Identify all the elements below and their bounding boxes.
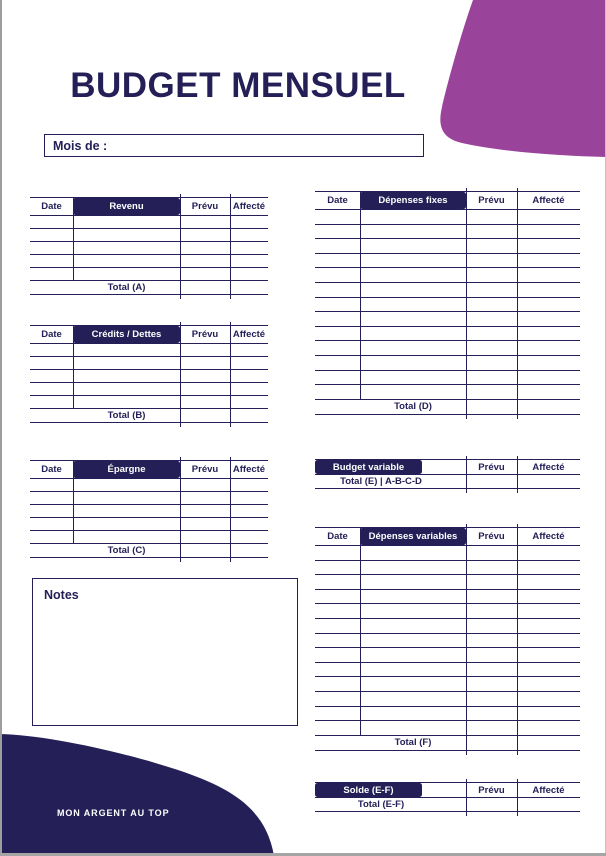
column-divider bbox=[466, 188, 467, 419]
table-row[interactable] bbox=[315, 225, 580, 240]
table-row[interactable] bbox=[315, 268, 580, 283]
table-row[interactable] bbox=[30, 505, 268, 518]
depenses-fixes-table-rows bbox=[315, 210, 580, 400]
revenu-table-header bbox=[30, 198, 268, 216]
brand-text: MON ARGENT AU TOP bbox=[57, 808, 170, 818]
column-divider bbox=[466, 779, 467, 816]
table-row[interactable] bbox=[315, 619, 580, 634]
table-row[interactable] bbox=[315, 707, 580, 722]
column-divider bbox=[360, 528, 361, 736]
table-row[interactable] bbox=[315, 604, 580, 619]
table-row[interactable] bbox=[315, 575, 580, 590]
depenses-fixes-total-row bbox=[315, 400, 580, 415]
prevu-column-header: Prévu bbox=[478, 784, 505, 796]
month-field-label: Mois de : bbox=[53, 138, 108, 153]
column-divider bbox=[517, 524, 518, 755]
epargne-total-row bbox=[30, 544, 268, 558]
table-row[interactable] bbox=[315, 327, 580, 342]
month-field[interactable] bbox=[44, 134, 424, 157]
table-row[interactable] bbox=[30, 268, 268, 281]
date-column-header: Date bbox=[41, 329, 62, 340]
date-column-header: Date bbox=[327, 531, 348, 542]
affecte-column-header: Affecté bbox=[232, 201, 266, 212]
table-row[interactable] bbox=[315, 634, 580, 649]
table-row[interactable] bbox=[315, 312, 580, 327]
page-edge-left bbox=[0, 0, 2, 856]
credits-table bbox=[30, 325, 268, 423]
depenses-variables-table bbox=[315, 527, 580, 751]
table-row[interactable] bbox=[315, 298, 580, 313]
table-row[interactable] bbox=[315, 677, 580, 692]
depenses-variables-total-label: Total (F) bbox=[394, 737, 432, 749]
table-row[interactable] bbox=[315, 356, 580, 371]
solde-total-row bbox=[315, 798, 580, 812]
column-divider bbox=[517, 456, 518, 493]
column-divider bbox=[73, 198, 74, 281]
header-gap bbox=[422, 460, 466, 474]
prevu-column-header: Prévu bbox=[191, 464, 219, 475]
table-row[interactable] bbox=[30, 229, 268, 242]
depenses-fixes-table-header bbox=[315, 192, 580, 210]
budget-variable-table-header bbox=[315, 460, 580, 475]
navy-corner-blob bbox=[0, 731, 286, 856]
notes-label: Notes bbox=[44, 588, 79, 602]
credits-total-row bbox=[30, 409, 268, 423]
table-row[interactable] bbox=[315, 210, 580, 225]
solde-table-title: Solde (E-F) bbox=[315, 783, 422, 797]
budget-variable-table-title: Budget variable bbox=[315, 460, 422, 474]
credits-table-header bbox=[30, 326, 268, 344]
table-row[interactable] bbox=[315, 254, 580, 269]
purple-corner-blob bbox=[438, 0, 606, 158]
column-divider bbox=[517, 188, 518, 419]
revenu-total-label: Total (A) bbox=[107, 282, 146, 294]
table-row[interactable] bbox=[315, 385, 580, 400]
table-row[interactable] bbox=[30, 518, 268, 531]
revenu-total-row bbox=[30, 281, 268, 295]
table-row[interactable] bbox=[30, 344, 268, 357]
table-row[interactable] bbox=[315, 239, 580, 254]
table-row[interactable] bbox=[315, 590, 580, 605]
budget-variable-total-row bbox=[315, 475, 580, 489]
budget-variable-table bbox=[315, 459, 580, 489]
column-divider bbox=[230, 194, 231, 299]
column-divider bbox=[180, 322, 181, 427]
column-divider bbox=[517, 779, 518, 816]
table-row[interactable] bbox=[315, 283, 580, 298]
table-row[interactable] bbox=[30, 396, 268, 409]
date-column-header: Date bbox=[41, 464, 62, 475]
table-row[interactable] bbox=[30, 479, 268, 492]
table-row[interactable] bbox=[315, 371, 580, 386]
table-row[interactable] bbox=[315, 692, 580, 707]
column-divider bbox=[230, 457, 231, 562]
depenses-fixes-table bbox=[315, 191, 580, 415]
depenses-fixes-table-title: Dépenses fixes bbox=[360, 192, 466, 209]
depenses-variables-total-row bbox=[315, 736, 580, 751]
affecte-column-header: Affecté bbox=[532, 461, 565, 473]
revenu-table-title: Revenu bbox=[73, 198, 180, 215]
column-divider bbox=[230, 322, 231, 427]
table-row[interactable] bbox=[30, 255, 268, 268]
notes-box[interactable] bbox=[32, 578, 298, 726]
solde-table bbox=[315, 782, 580, 812]
solde-table-header bbox=[315, 783, 580, 798]
epargne-table bbox=[30, 460, 268, 558]
column-divider bbox=[466, 456, 467, 493]
epargne-table-rows bbox=[30, 479, 268, 544]
prevu-column-header: Prévu bbox=[478, 461, 505, 473]
date-column-header: Date bbox=[327, 195, 348, 206]
revenu-table bbox=[30, 197, 268, 295]
depenses-variables-table-rows bbox=[315, 546, 580, 736]
table-row[interactable] bbox=[30, 216, 268, 229]
affecte-column-header: Affecté bbox=[532, 784, 565, 796]
column-divider bbox=[466, 524, 467, 755]
prevu-column-header: Prévu bbox=[191, 329, 219, 340]
column-divider bbox=[180, 457, 181, 562]
credits-total-label: Total (B) bbox=[107, 410, 146, 422]
epargne-table-header bbox=[30, 461, 268, 479]
revenu-table-rows bbox=[30, 216, 268, 281]
credits-table-title: Crédits / Dettes bbox=[73, 326, 180, 343]
column-divider bbox=[73, 326, 74, 409]
table-row[interactable] bbox=[30, 383, 268, 396]
prevu-column-header: Prévu bbox=[478, 531, 505, 542]
affecte-column-header: Affecté bbox=[232, 464, 266, 475]
table-row[interactable] bbox=[315, 663, 580, 678]
epargne-table-title: Épargne bbox=[73, 461, 180, 478]
table-row[interactable] bbox=[315, 341, 580, 356]
affecte-column-header: Affecté bbox=[532, 531, 565, 542]
table-row[interactable] bbox=[315, 648, 580, 663]
budget-variable-total-label: Total (E) | A-B-C-D bbox=[340, 476, 422, 487]
date-column-header: Date bbox=[41, 201, 62, 212]
table-row[interactable] bbox=[30, 492, 268, 505]
depenses-variables-table-header bbox=[315, 528, 580, 546]
prevu-column-header: Prévu bbox=[191, 201, 219, 212]
solde-total-label: Total (E-F) bbox=[357, 799, 405, 810]
column-divider bbox=[360, 192, 361, 400]
credits-table-rows bbox=[30, 344, 268, 409]
table-row[interactable] bbox=[315, 546, 580, 561]
table-row[interactable] bbox=[315, 721, 580, 736]
table-row[interactable] bbox=[30, 531, 268, 544]
affecte-column-header: Affecté bbox=[232, 329, 266, 340]
depenses-fixes-total-label: Total (D) bbox=[394, 401, 432, 413]
affecte-column-header: Affecté bbox=[532, 195, 565, 206]
page-title: BUDGET MENSUEL bbox=[70, 66, 406, 105]
column-divider bbox=[180, 194, 181, 299]
header-gap bbox=[422, 783, 466, 797]
table-row[interactable] bbox=[315, 561, 580, 576]
depenses-variables-table-title: Dépenses variables bbox=[360, 528, 466, 545]
table-row[interactable] bbox=[30, 357, 268, 370]
table-row[interactable] bbox=[30, 242, 268, 255]
column-divider bbox=[73, 461, 74, 544]
table-row[interactable] bbox=[30, 370, 268, 383]
epargne-total-label: Total (C) bbox=[107, 545, 146, 557]
prevu-column-header: Prévu bbox=[478, 195, 505, 206]
